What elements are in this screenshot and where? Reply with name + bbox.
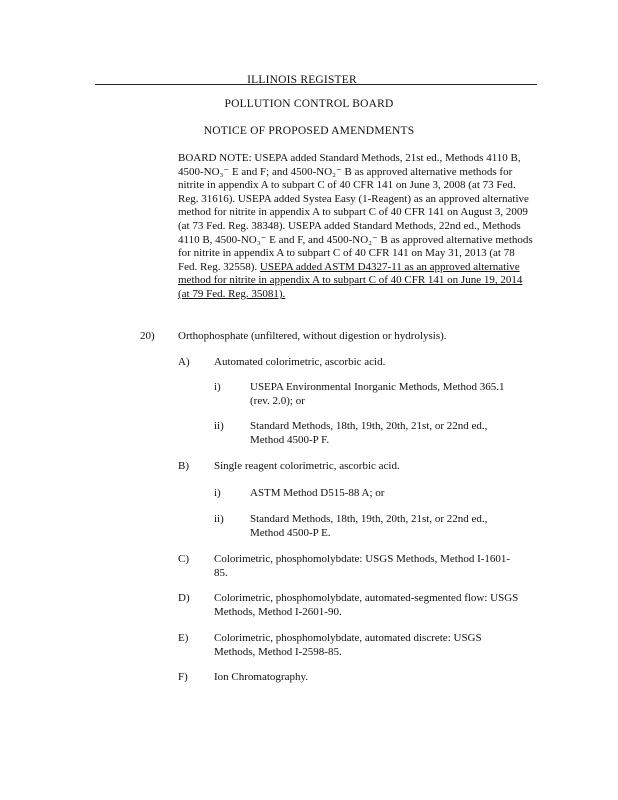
notice-title: NOTICE OF PROPOSED AMENDMENTS: [203, 125, 415, 137]
item-a-label: A): [178, 356, 190, 368]
item-e-text: Colorimetric, phosphomolybdate, automated discrete: USGS Methods, Method I-2598-85.: [214, 632, 482, 658]
item-e-label: E): [178, 632, 189, 644]
item-a-i-label: i): [214, 381, 221, 393]
board-note-underlined-text: USEPA added ASTM D4327-11 as an approved alternative method for nitrite in appendix A to subpart C of 40 CFR 141 on June 19, 2014 (at 79 Fed. Reg. 35081).: [178, 260, 523, 300]
header-rule: [95, 84, 537, 85]
item-f-label: F): [178, 671, 188, 683]
item-a-ii-text: Standard Methods, 18th, 19th, 20th, 21st, or 22nd ed., Method 4500-P F.: [250, 420, 488, 446]
board-note-text: BOARD NOTE: USEPA added Standard Methods, 21st ed., Methods 4110 B, 4500-NO₃⁻ E and F; and 4500-NO₂⁻ B as approved alternative methods for nitrite in appendix A to subpart C of 40 CFR 141 on June 3, 2008 (at 73 Fed. Reg. 31616). USEPA added Systea Easy (1-Reagent) as an approved alternative method for nitrite in appendix A to subpart C of 40 CFR 141 on August 3, 2009 (at 73 Fed. Reg. 38348). USEPA added Standard Methods, 22nd ed., Methods 4110 B, 4500-NO₃⁻ E and F, and 4500-NO₂⁻ B as approved alternative methods for nitrite in appendix A to subpart C of 40 CFR 141 on May 31, 2013 (at 78 Fed. Reg. 32558).: [178, 152, 533, 273]
item-b-label: B): [178, 460, 189, 472]
item-a-ii-label: ii): [214, 420, 224, 432]
item-a-i-text: USEPA Environmental Inorganic Methods, Method 365.1 (rev. 2.0); or: [250, 381, 505, 407]
item-c-label: C): [178, 553, 189, 565]
item-b-i-label: i): [214, 487, 221, 499]
section-number: 20): [140, 330, 155, 342]
item-c-text: Colorimetric, phosphomolybdate: USGS Methods, Method I-1601-85.: [214, 553, 511, 579]
item-f-text: Ion Chromatography.: [214, 671, 308, 683]
item-d-text: Colorimetric, phosphomolybdate, automated-segmented flow: USGS Methods, Method I-2601-90.: [214, 592, 519, 618]
item-d-label: D): [178, 592, 190, 604]
board-note: [178, 152, 536, 302]
register-title: ILLINOIS REGISTER: [247, 74, 357, 86]
item-a-text: Automated colorimetric, ascorbic acid.: [214, 356, 386, 368]
board-title: POLLUTION CONTROL BOARD: [224, 98, 394, 110]
item-b-i-text: ASTM Method D515-88 A; or: [250, 487, 385, 499]
item-b-text: Single reagent colorimetric, ascorbic acid.: [214, 460, 400, 472]
item-b-ii-label: ii): [214, 513, 224, 525]
section-title: Orthophosphate (unfiltered, without digestion or hydrolysis).: [178, 330, 447, 342]
item-b-ii-text: Standard Methods, 18th, 19th, 20th, 21st, or 22nd ed., Method 4500-P E.: [250, 513, 488, 539]
